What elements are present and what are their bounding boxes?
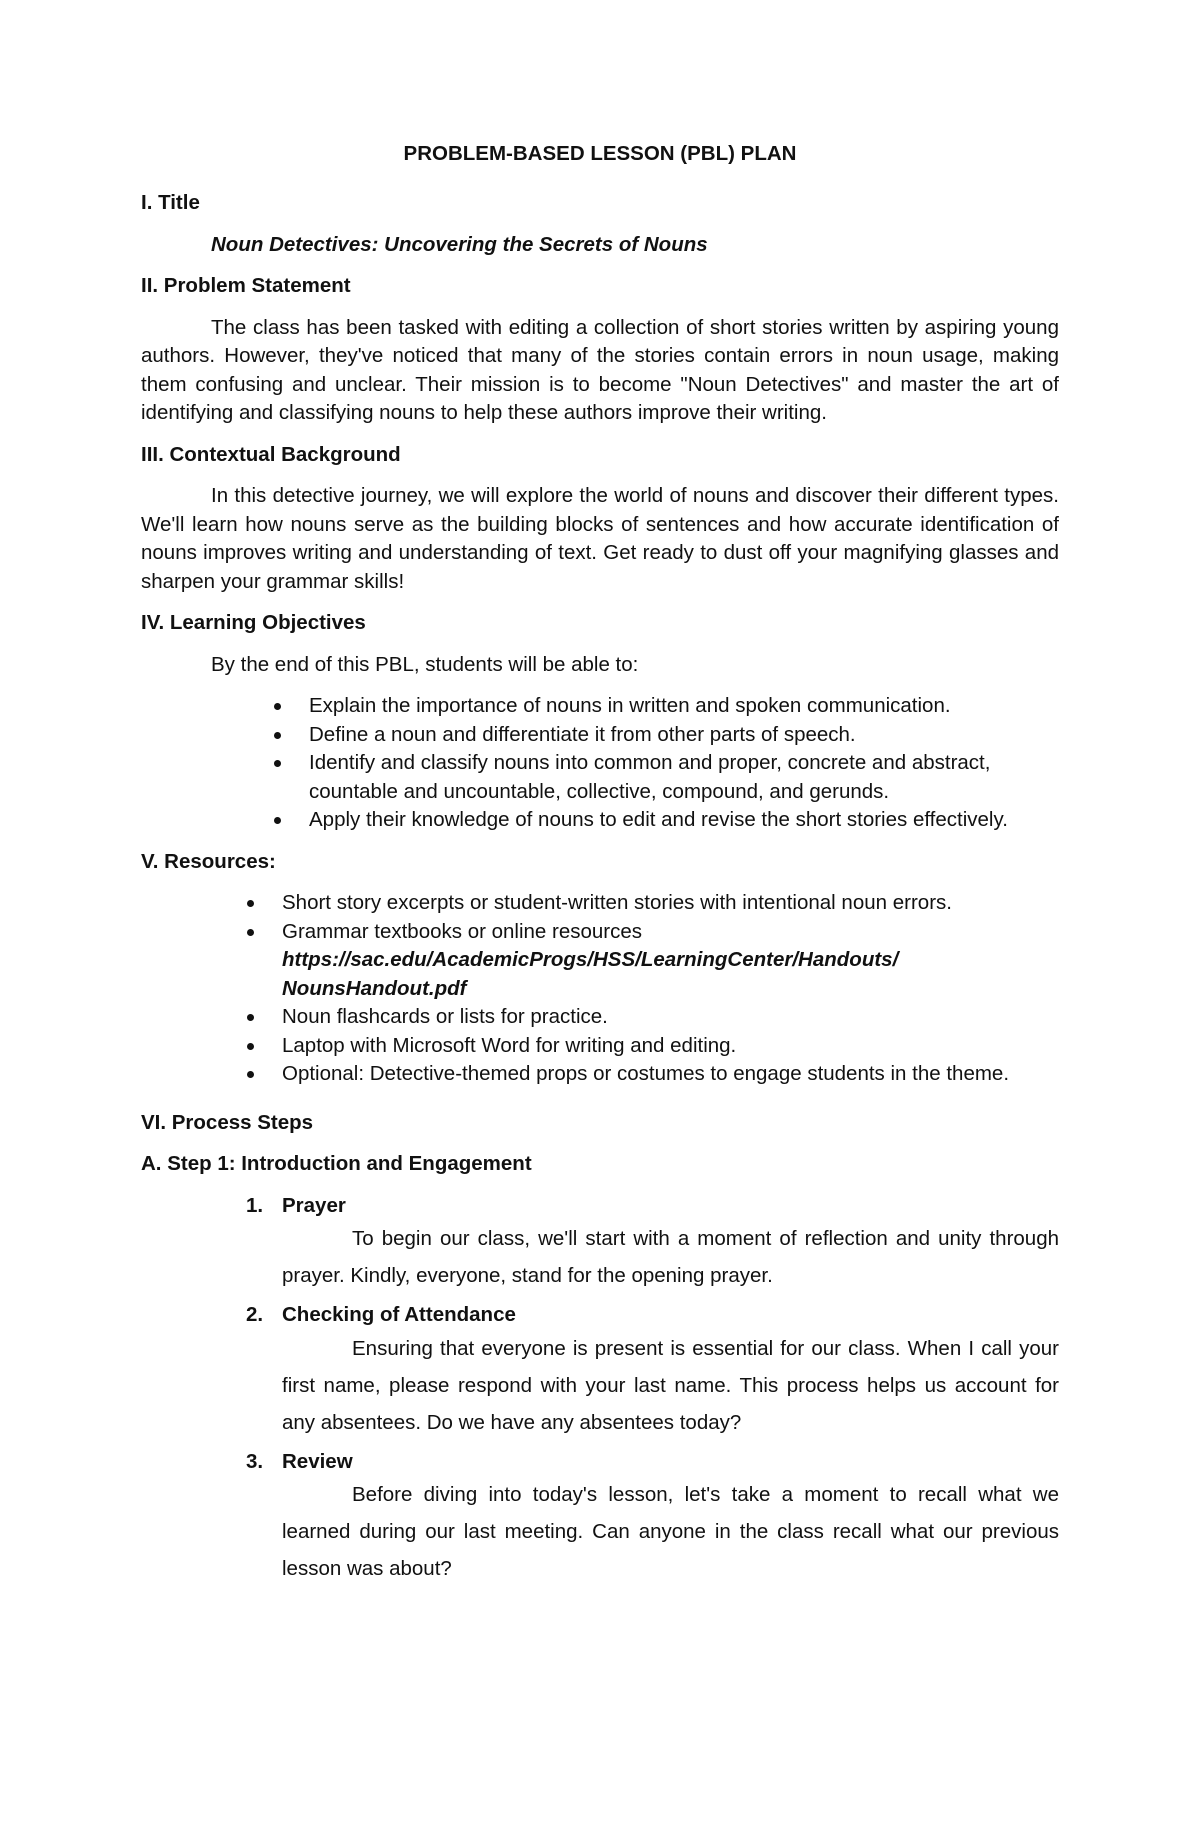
step-title: Checking of Attendance xyxy=(282,1303,516,1326)
list-item: Explain the importance of nouns in written and spoken communication. xyxy=(141,692,1059,721)
contextual-background-text: In this detective journey, we will explore the world of nouns and discover their different types. We'll learn how nouns serve as the building blocks of sentences and how accurate identification of nouns improves writing and understanding of text. Get ready to dust off your magnifying glasses and sharpen your grammar skills! xyxy=(141,484,1059,593)
step-text: Ensuring that everyone is present is essential for our class. When I call your first name, please respond with your last name. This process helps us account for any absentees. Do we have any absentees today? xyxy=(282,1336,1059,1434)
objectives-list xyxy=(141,692,1059,835)
section-heading-context: III. Contextual Background xyxy=(141,442,401,466)
handout-link-line-1[interactable]: https://sac.edu/AcademicProgs/HSS/LearningCenter/Handouts/ xyxy=(282,948,899,971)
step-number: 3. xyxy=(246,1449,264,1473)
list-item: Identify and classify nouns into common and proper, concrete and abstract, countable and uncountable, collective, compound, and gerunds. xyxy=(141,749,1059,806)
step-number: 1. xyxy=(246,1193,264,1217)
list-item: Laptop with Microsoft Word for writing and editing. xyxy=(141,1032,1059,1061)
step-number: 2. xyxy=(246,1303,264,1326)
lesson-title: Noun Detectives: Uncovering the Secrets of Nouns xyxy=(211,232,708,256)
step-text: To begin our class, we'll start with a moment of reflection and unity through prayer. Kindly, everyone, stand for the opening prayer. xyxy=(282,1227,1059,1287)
step-title: Prayer xyxy=(282,1193,346,1217)
handout-link-line-2[interactable]: NounsHandout.pdf xyxy=(282,976,467,1000)
document-page xyxy=(141,140,1059,1587)
process-step-prayer xyxy=(141,1192,1059,1295)
process-step-attendance xyxy=(141,1301,1059,1441)
document-title: PROBLEM-BASED LESSON (PBL) PLAN xyxy=(403,142,797,165)
section-heading-process: VI. Process Steps xyxy=(141,1110,314,1134)
step-a-heading: A. Step 1: Introduction and Engagement xyxy=(141,1152,532,1175)
step-text: Before diving into today's lesson, let's take a moment to recall what we learned during our last meeting. Can anyone in the class recall what our previous lesson was about? xyxy=(282,1483,1059,1580)
objectives-intro: By the end of this PBL, students will be able to: xyxy=(211,652,639,676)
section-heading-problem: II. Problem Statement xyxy=(141,274,351,297)
step-title: Review xyxy=(282,1449,353,1473)
list-item xyxy=(141,918,1059,1004)
resources-list xyxy=(141,889,1059,1089)
list-item: Optional: Detective-themed props or costumes to engage students in the theme. xyxy=(141,1060,1059,1089)
list-item: Short story excerpts or student-written stories with intentional noun errors. xyxy=(141,889,1059,918)
process-step-review xyxy=(141,1448,1059,1588)
section-heading-objectives: IV. Learning Objectives xyxy=(141,611,366,634)
section-heading-title: I. Title xyxy=(141,191,200,214)
list-item: Apply their knowledge of nouns to edit and revise the short stories effectively. xyxy=(141,806,1059,835)
list-item-text: Grammar textbooks or online resources xyxy=(282,919,643,943)
list-item: Noun flashcards or lists for practice. xyxy=(141,1003,1059,1032)
problem-statement-text: The class has been tasked with editing a collection of short stories written by aspiring young authors. However, they've noticed that many of the stories contain errors in noun usage, making them confusing and unclear. Their mission is to become "Noun Detectives" and master the art of identifying and classifying nouns to help these authors improve their writing. xyxy=(141,315,1059,424)
section-heading-resources: V. Resources: xyxy=(141,849,276,873)
list-item: Define a noun and differentiate it from other parts of speech. xyxy=(141,721,1059,750)
